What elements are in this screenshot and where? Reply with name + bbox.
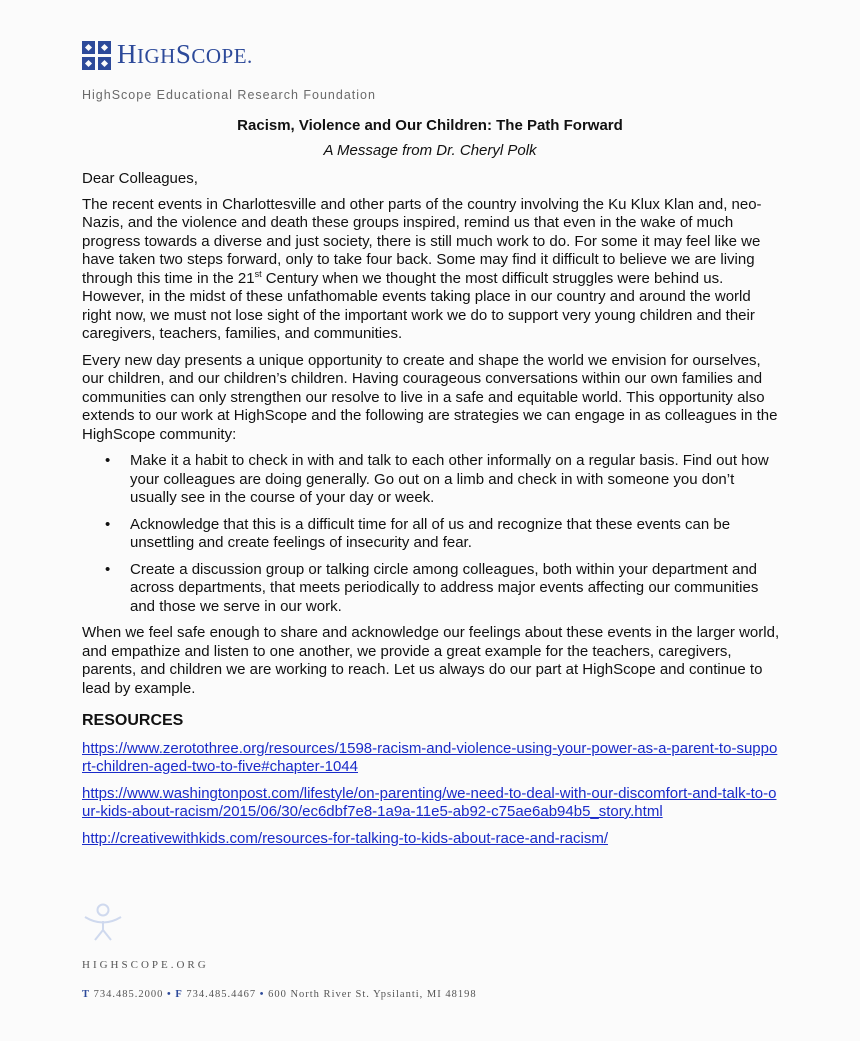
foundation-name: HighScope Educational Research Foundation (82, 88, 376, 102)
list-item: • Make it a habit to check in with and talk to each other informally on a regular basis. Find out how your colleagues are doing generally. Go out on a limb and check in with someone you don’t usually see in the course of your day or week. (130, 452, 782, 508)
footer-contact: T 734.485.2000 • F 734.485.4467 • 600 North River St. Ypsilanti, MI 48198 (82, 989, 477, 1000)
footer-website: HIGHSCOPE.ORG (82, 959, 209, 971)
person-icon (82, 902, 124, 942)
paragraph-3: When we feel safe enough to share and acknowledge our feelings about these events in the larger world, and empathize and listen to one another, we provide a great example for the teachers, caregivers, parents, and children we are working to reach. Let us always do our part at HighScope and continue to lead by example. (82, 624, 780, 697)
resources-heading: RESOURCES (82, 712, 184, 729)
letter-body (82, 170, 782, 856)
address: 600 North River St. Ypsilanti, MI 48198 (268, 989, 477, 1000)
superscript-st: st (254, 268, 262, 279)
highscope-logo-mark-icon (82, 41, 111, 70)
list-item: • Acknowledge that this is a difficult time for all of us and recognize that these events can be unsettling and create feelings of insecurity and fear. (130, 516, 782, 553)
resource-link-washingtonpost[interactable]: https://www.washingtonpost.com/lifestyle/on-parenting/we-need-to-deal-with-our-discomfort-and-talk-to-our-kids-about-racism/2015/06/30/ec6dbf7e8-1a9a-11e5-ab92-c75ae6ab94b5_story.html (82, 784, 777, 820)
fax-label: F (175, 989, 183, 1000)
fax-number: 734.485.4467 (186, 989, 257, 1000)
resource-link-creativewithkids[interactable]: http://creativewithkids.com/resources-for-talking-to-kids-about-race-and-racism/ (82, 829, 609, 847)
document-subtitle: A Message from Dr. Cheryl Polk (323, 142, 537, 159)
paragraph-1: The recent events in Charlottesville and other parts of the country involving the Ku Klux Klan and, neo-Nazis, and the violence and death these groups inspired, remind us that even in the wake of much progress towards a diverse and just society, there is still much work to do. For some it may feel like we have taken two steps forward, only to take four back. Some may find it difficult to believe we are living through this time in the 21st Century when we thought the most difficult struggles were behind us. However, in the midst of these unfathomable events taking place in our country and around the world right now, we must not lose sight of the important work we do to support very young children and their caregivers, teachers, families, and communities. (82, 195, 762, 342)
phone-number: 734.485.2000 (93, 989, 164, 1000)
highscope-logo (82, 40, 253, 71)
resource-link-zerotothree[interactable]: https://www.zerotothree.org/resources/1598-racism-and-violence-using-your-power-as-a-parent-to-support-children-aged-two-to-five#chapter-1044 (82, 739, 778, 775)
list-item: • Create a discussion group or talking circle among colleagues, both within your department and across departments, that meets periodically to address major events affecting our communities and those we serve in our work. (130, 561, 782, 617)
paragraph-2: Every new day presents a unique opportunity to create and shape the world we envision for ourselves, our children, and our children’s children. Having courageous conversations within our own families and communities can only strengthen our resolve to live in a safe and equitable world. This opportunity also extends to our work at HighScope and the following are strategies we can engage in as colleagues in the HighScope community: (82, 351, 778, 443)
document-title: Racism, Violence and Our Children: The Path Forward (237, 117, 623, 134)
logo-wordmark: HIGHSCOPE. (117, 39, 253, 69)
phone-label: T (82, 989, 91, 1000)
greeting: Dear Colleagues, (82, 170, 198, 187)
strategy-list (82, 452, 782, 616)
